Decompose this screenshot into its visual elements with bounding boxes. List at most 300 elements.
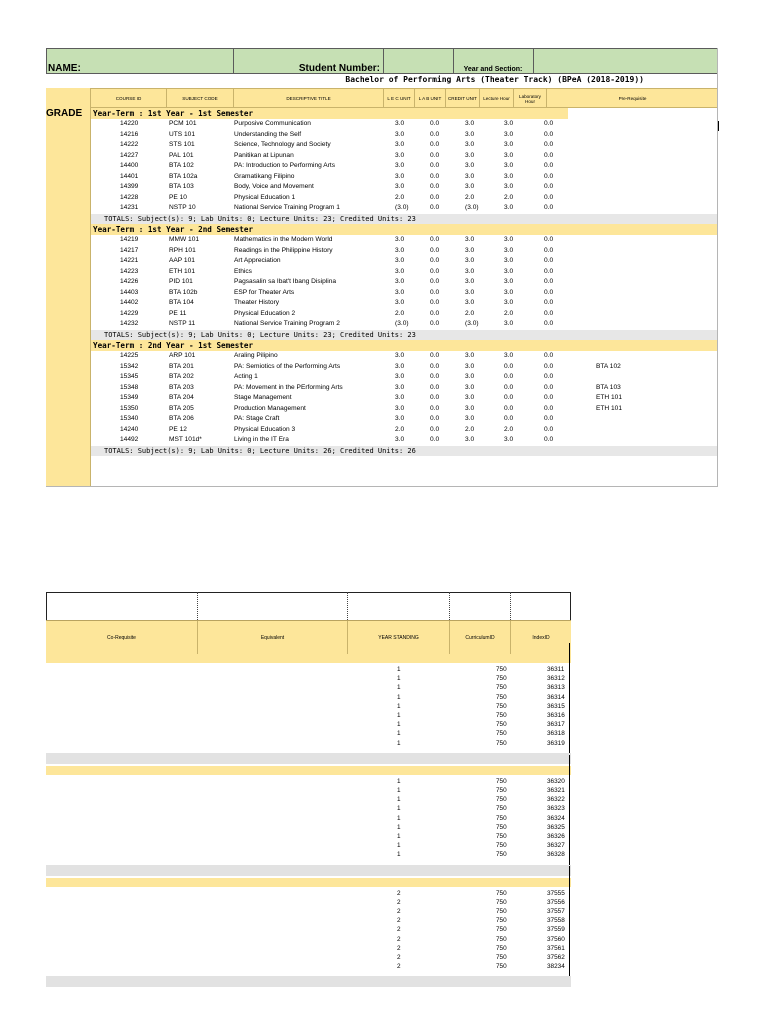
- credit-unit-cell: 2.0: [465, 309, 475, 317]
- index-id-cell: 36327: [547, 842, 565, 850]
- curriculum-id-cell: 750: [496, 693, 507, 701]
- credit-unit-cell: 3.0: [465, 436, 475, 443]
- course-row[interactable]: [91, 404, 718, 415]
- index-id-cell: 36328: [547, 851, 565, 859]
- lec-unit-cell: 2.0: [395, 425, 405, 433]
- index-id-cell: 36320: [547, 777, 565, 785]
- course-id-cell: 14222: [120, 141, 139, 148]
- lec-unit-cell: 3.0: [395, 172, 405, 180]
- course-id-cell: 14216: [120, 130, 139, 138]
- laboratory-hour-cell: 0.0: [544, 236, 554, 243]
- course-row[interactable]: [91, 372, 718, 383]
- laboratory-hour-cell: 0.0: [544, 362, 554, 370]
- course-id-cell: 14231: [120, 204, 139, 211]
- lab-unit-cell: 0.0: [430, 267, 440, 275]
- lec-unit-cell: 3.0: [395, 278, 405, 285]
- course-id-cell: 14217: [120, 246, 139, 254]
- lab-unit-cell: 0.0: [430, 162, 440, 169]
- index-id-cell: 36319: [547, 739, 565, 747]
- curriculum-id-cell: 750: [496, 805, 507, 813]
- header-divider: [533, 48, 534, 74]
- subject-code-cell: BTA 203: [169, 383, 194, 391]
- lab-unit-cell: 0.0: [430, 236, 440, 243]
- subject-code-cell: UTS 101: [169, 130, 196, 138]
- credit-unit-cell: 3.0: [465, 236, 475, 243]
- course-id-cell: 15349: [120, 394, 139, 401]
- year-standing-cell: 1: [397, 702, 401, 710]
- lecture-hour-cell: 3.0: [504, 130, 514, 138]
- col-lecture-hour: Lecture Hour: [479, 89, 513, 109]
- year-standing-cell: 1: [397, 712, 401, 719]
- lec-unit-cell: (3.0): [395, 204, 409, 211]
- index-id-cell: 37561: [547, 944, 565, 952]
- course-row[interactable]: [91, 351, 718, 362]
- credit-unit-cell: 3.0: [465, 257, 475, 264]
- index-row[interactable]: [46, 907, 571, 916]
- year-standing-cell: 1: [397, 851, 401, 859]
- year-standing-cell: 2: [397, 963, 401, 971]
- laboratory-hour-cell: 0.0: [544, 394, 554, 401]
- course-row[interactable]: [91, 319, 718, 330]
- index-row[interactable]: [46, 720, 571, 729]
- laboratory-hour-cell: 0.0: [544, 383, 554, 391]
- curriculum-id-cell: 750: [496, 712, 507, 719]
- laboratory-hour-cell: 0.0: [544, 415, 554, 422]
- course-id-cell: 15350: [120, 404, 139, 412]
- curriculum-id-cell: 750: [496, 777, 507, 785]
- term-header: Year-Term : 2nd Year - 1st Semester: [91, 340, 718, 351]
- col-curriculum-id: CurriculumID: [449, 621, 510, 655]
- header-divider: [233, 48, 234, 74]
- index-id-cell: 36311: [547, 666, 565, 673]
- credit-unit-cell: (3.0): [465, 320, 479, 327]
- subject-code-cell: PID 101: [169, 278, 193, 285]
- course-row[interactable]: [91, 193, 718, 204]
- course-id-cell: 14401: [120, 172, 139, 180]
- course-row[interactable]: [91, 435, 718, 446]
- lab-unit-cell: 0.0: [430, 193, 440, 201]
- lec-unit-cell: 3.0: [395, 151, 405, 159]
- lecture-hour-cell: 3.0: [504, 352, 514, 359]
- lower-border: [569, 643, 570, 753]
- year-standing-cell: 1: [397, 675, 401, 683]
- year-section-label: Year and Section:: [463, 66, 523, 73]
- index-row[interactable]: [46, 850, 571, 859]
- index-row[interactable]: [46, 889, 571, 898]
- credit-unit-cell: 3.0: [465, 299, 475, 306]
- lec-unit-cell: 3.0: [395, 267, 405, 275]
- index-row[interactable]: [46, 953, 571, 962]
- index-row[interactable]: [46, 823, 571, 832]
- laboratory-hour-cell: 0.0: [544, 267, 554, 275]
- year-standing-cell: 2: [397, 908, 401, 915]
- subject-code-cell: AAP 101: [169, 257, 195, 264]
- lab-unit-cell: 0.0: [430, 151, 440, 159]
- year-standing-cell: 1: [397, 684, 401, 692]
- index-id-cell: 37556: [547, 898, 565, 906]
- course-row[interactable]: [91, 119, 718, 130]
- course-id-cell: 14221: [120, 257, 139, 264]
- col-pre-requisite: Pre-Requisite: [546, 89, 718, 109]
- lab-unit-cell: 0.0: [430, 257, 440, 264]
- credit-unit-cell: 3.0: [465, 288, 475, 296]
- index-row[interactable]: [46, 683, 571, 692]
- credit-unit-cell: 3.0: [465, 404, 475, 412]
- course-row[interactable]: [91, 362, 718, 373]
- lecture-hour-cell: 3.0: [504, 141, 514, 148]
- title-cell: National Service Training Program 1: [234, 204, 340, 211]
- lecture-hour-cell: 3.0: [504, 204, 514, 211]
- title-cell: Ethics: [234, 267, 252, 275]
- index-id-cell: 38234: [547, 963, 565, 971]
- course-row[interactable]: [91, 383, 718, 394]
- lecture-hour-cell: 0.0: [504, 362, 514, 370]
- course-row[interactable]: [91, 151, 718, 162]
- course-row[interactable]: [91, 246, 718, 257]
- title-cell: Stage Management: [234, 394, 292, 401]
- year-standing-cell: 1: [397, 739, 401, 747]
- subject-code-cell: ETH 101: [169, 267, 196, 275]
- course-id-cell: 14232: [120, 320, 139, 327]
- curriculum-id-cell: 750: [496, 926, 507, 934]
- course-row[interactable]: [91, 298, 718, 309]
- title-cell: Living in the IT Era: [234, 436, 289, 443]
- lecture-hour-cell: 3.0: [504, 120, 514, 127]
- lec-unit-cell: 3.0: [395, 436, 405, 443]
- course-id-cell: 14223: [120, 267, 139, 275]
- index-row[interactable]: [46, 916, 571, 925]
- lecture-hour-cell: 3.0: [504, 257, 514, 264]
- title-cell: Production Management: [234, 404, 306, 412]
- course-id-cell: 14492: [120, 436, 139, 443]
- lab-unit-cell: 0.0: [430, 204, 440, 211]
- student-number-field[interactable]: [385, 50, 451, 72]
- laboratory-hour-cell: 0.0: [544, 130, 554, 138]
- index-row[interactable]: [46, 795, 571, 804]
- lec-unit-cell: 3.0: [395, 299, 405, 306]
- course-id-cell: 14227: [120, 151, 139, 159]
- lecture-hour-cell: 3.0: [504, 246, 514, 254]
- curriculum-id-cell: 750: [496, 796, 507, 804]
- credit-unit-cell: 3.0: [465, 246, 475, 254]
- course-id-cell: 14400: [120, 162, 139, 169]
- laboratory-hour-cell: 0.0: [544, 425, 554, 433]
- index-id-cell: 36322: [547, 796, 565, 804]
- index-row[interactable]: [46, 898, 571, 907]
- lecture-hour-cell: 0.0: [504, 373, 514, 380]
- subject-code-cell: NSTP 11: [169, 320, 196, 327]
- index-row[interactable]: [46, 693, 571, 702]
- term-header: Year-Term : 1st Year - 2nd Semester: [91, 224, 718, 235]
- index-row[interactable]: [46, 962, 571, 971]
- index-id-cell: 36312: [547, 675, 565, 683]
- index-id-cell: 36325: [547, 823, 565, 831]
- index-row[interactable]: [46, 935, 571, 944]
- year-standing-cell: 1: [397, 666, 401, 673]
- index-row[interactable]: [46, 786, 571, 795]
- subject-code-cell: MST 101d*: [169, 436, 202, 443]
- col-lab-unit: L A B UNIT: [414, 89, 445, 109]
- course-row[interactable]: [91, 393, 718, 404]
- index-id-cell: 37562: [547, 954, 565, 961]
- laboratory-hour-cell: 0.0: [544, 288, 554, 296]
- course-row[interactable]: [91, 235, 718, 246]
- year-standing-cell: 2: [397, 898, 401, 906]
- year-standing-cell: 1: [397, 721, 401, 729]
- subject-code-cell: BTA 102: [169, 162, 194, 169]
- course-id-cell: 14229: [120, 309, 139, 317]
- title-cell: Understanding the Self: [234, 130, 302, 138]
- lecture-hour-cell: 0.0: [504, 415, 514, 422]
- lec-unit-cell: 3.0: [395, 257, 405, 264]
- course-row[interactable]: [91, 277, 718, 288]
- curriculum-id-cell: 750: [496, 898, 507, 906]
- term-header: Year-Term : 1st Year - 1st Semester: [91, 108, 568, 119]
- subject-code-cell: BTA 102a: [169, 172, 198, 180]
- curriculum-id-cell: 750: [496, 787, 507, 794]
- credit-unit-cell: 3.0: [465, 394, 475, 401]
- course-row[interactable]: [91, 256, 718, 267]
- col-credit-unit: CREDIT UNIT: [445, 89, 479, 109]
- title-cell: Art Appreciation: [234, 257, 281, 264]
- credit-unit-cell: 3.0: [465, 162, 475, 169]
- title-cell: PA: Semiotics of the Performing Arts: [234, 362, 341, 370]
- course-row[interactable]: [91, 309, 718, 320]
- title-cell: Panitikan at Lipunan: [234, 151, 294, 159]
- course-row[interactable]: [91, 161, 718, 172]
- lec-unit-cell: 2.0: [395, 309, 405, 317]
- course-id-cell: 15340: [120, 415, 139, 422]
- lecture-hour-cell: 2.0: [504, 193, 514, 201]
- course-row[interactable]: [91, 182, 718, 193]
- laboratory-hour-cell: 0.0: [544, 193, 554, 201]
- header-divider: [383, 48, 384, 74]
- index-row[interactable]: [46, 711, 571, 720]
- course-id-cell: 14399: [120, 183, 139, 190]
- lower-divider: [197, 592, 198, 620]
- subject-code-cell: BTA 205: [169, 404, 194, 412]
- title-cell: ESP for Theater Arts: [234, 288, 295, 296]
- lec-unit-cell: 3.0: [395, 120, 405, 127]
- curriculum-id-cell: 750: [496, 814, 507, 822]
- index-row[interactable]: [46, 674, 571, 683]
- year-standing-cell: 2: [397, 889, 401, 897]
- title-cell: PA: Stage Craft: [234, 415, 280, 422]
- lab-unit-cell: 0.0: [430, 309, 440, 317]
- course-row[interactable]: [91, 203, 718, 214]
- subject-code-cell: BTA 104: [169, 299, 194, 306]
- laboratory-hour-cell: 0.0: [544, 436, 554, 443]
- laboratory-hour-cell: 0.0: [544, 141, 554, 148]
- subject-code-cell: BTA 202: [169, 373, 194, 380]
- course-row[interactable]: [91, 414, 718, 425]
- lab-unit-cell: 0.0: [430, 373, 440, 380]
- col-index-id: IndexID: [510, 621, 571, 655]
- index-id-cell: 36323: [547, 805, 565, 813]
- subject-code-cell: ARP 101: [169, 352, 196, 359]
- course-id-cell: 15348: [120, 383, 139, 391]
- lower-border: [569, 866, 570, 976]
- index-row[interactable]: [46, 804, 571, 813]
- year-standing-cell: 2: [397, 917, 401, 925]
- lab-unit-cell: 0.0: [430, 278, 440, 285]
- lecture-hour-cell: 2.0: [504, 425, 514, 433]
- course-id-cell: 14225: [120, 352, 139, 359]
- year-standing-cell: 1: [397, 787, 401, 794]
- lab-unit-cell: 0.0: [430, 299, 440, 306]
- col-year-standing: YEAR STANDING: [347, 621, 449, 655]
- column-header-row: [91, 88, 718, 108]
- index-id-cell: 37555: [547, 889, 565, 897]
- curriculum-id-cell: 750: [496, 954, 507, 961]
- lec-unit-cell: 3.0: [395, 183, 405, 190]
- year-section-field[interactable]: [535, 50, 715, 72]
- lec-unit-cell: 3.0: [395, 404, 405, 412]
- col-equivalent: Equivalent: [197, 621, 347, 655]
- lecture-hour-cell: 3.0: [504, 278, 514, 285]
- lec-unit-cell: 3.0: [395, 162, 405, 169]
- curriculum-id-cell: 750: [496, 889, 507, 897]
- title-cell: PA: Introduction to Performing Arts: [234, 162, 336, 169]
- laboratory-hour-cell: 0.0: [544, 309, 554, 317]
- lab-unit-cell: 0.0: [430, 183, 440, 190]
- title-cell: Araling Pilipino: [234, 352, 278, 359]
- col-descriptive-title: DESCRIPTIVE TITLE: [233, 89, 383, 109]
- year-standing-cell: 1: [397, 796, 401, 804]
- lab-unit-cell: 0.0: [430, 425, 440, 433]
- subject-code-cell: PAL 101: [169, 151, 194, 159]
- lec-unit-cell: 3.0: [395, 352, 405, 359]
- laboratory-hour-cell: 0.0: [544, 120, 554, 127]
- laboratory-hour-cell: 0.0: [544, 162, 554, 169]
- year-standing-cell: 1: [397, 730, 401, 738]
- subject-code-cell: PCM 101: [169, 120, 197, 127]
- curriculum-id-cell: 750: [496, 944, 507, 952]
- course-row[interactable]: [91, 267, 718, 278]
- year-standing-cell: 1: [397, 842, 401, 850]
- lec-unit-cell: 3.0: [395, 415, 405, 422]
- course-row[interactable]: [91, 130, 718, 141]
- year-standing-cell: 1: [397, 693, 401, 701]
- title-cell: Physical Education 2: [234, 309, 296, 317]
- lecture-hour-cell: 0.0: [504, 404, 514, 412]
- lab-unit-cell: 0.0: [430, 404, 440, 412]
- credit-unit-cell: 3.0: [465, 141, 475, 148]
- lecture-hour-cell: 3.0: [504, 236, 514, 243]
- index-row[interactable]: [46, 814, 571, 823]
- totals-band: [46, 753, 571, 764]
- course-row[interactable]: [91, 140, 718, 151]
- index-row[interactable]: [46, 702, 571, 711]
- year-standing-cell: 1: [397, 777, 401, 785]
- curriculum-id-cell: 750: [496, 730, 507, 738]
- title-cell: Physical Education 1: [234, 193, 296, 201]
- laboratory-hour-cell: 0.0: [544, 352, 554, 359]
- course-id-cell: 15342: [120, 362, 139, 370]
- index-row[interactable]: [46, 777, 571, 786]
- year-standing-cell: 1: [397, 833, 401, 840]
- laboratory-hour-cell: 0.0: [544, 404, 554, 412]
- laboratory-hour-cell: 0.0: [544, 278, 554, 285]
- curriculum-id-cell: 750: [496, 963, 507, 971]
- index-id-cell: 36314: [547, 693, 565, 701]
- index-row[interactable]: [46, 665, 571, 674]
- laboratory-hour-cell: 0.0: [544, 257, 554, 264]
- curriculum-id-cell: 750: [496, 908, 507, 915]
- lab-unit-cell: 0.0: [430, 394, 440, 401]
- lec-unit-cell: 3.0: [395, 130, 405, 138]
- lower-divider: [347, 592, 348, 620]
- index-row[interactable]: [46, 832, 571, 841]
- lab-unit-cell: 0.0: [430, 352, 440, 359]
- curriculum-id-cell: 750: [496, 675, 507, 683]
- index-row[interactable]: [46, 925, 571, 934]
- laboratory-hour-cell: 0.0: [544, 151, 554, 159]
- credit-unit-cell: 3.0: [465, 183, 475, 190]
- title-cell: PA: Movement in the PErforming Arts: [234, 383, 343, 391]
- course-row[interactable]: [91, 425, 718, 436]
- credit-unit-cell: 2.0: [465, 193, 475, 201]
- index-row[interactable]: [46, 944, 571, 953]
- subject-code-cell: RPH 101: [169, 246, 196, 254]
- term-band: [46, 766, 571, 775]
- lab-unit-cell: 0.0: [430, 246, 440, 254]
- sheet-border: [46, 486, 718, 487]
- course-row[interactable]: [91, 172, 718, 183]
- index-row[interactable]: [46, 841, 571, 850]
- term-band: [46, 654, 571, 663]
- index-row[interactable]: [46, 739, 571, 748]
- lec-unit-cell: 3.0: [395, 288, 405, 296]
- lecture-hour-cell: 3.0: [504, 151, 514, 159]
- course-row[interactable]: [91, 288, 718, 299]
- curriculum-id-cell: 750: [496, 935, 507, 943]
- index-id-cell: 36326: [547, 833, 565, 840]
- grade-column: [46, 88, 91, 486]
- subject-code-cell: BTA 206: [169, 415, 194, 422]
- course-id-cell: 14402: [120, 299, 139, 306]
- laboratory-hour-cell: 0.0: [544, 299, 554, 306]
- laboratory-hour-cell: 0.0: [544, 183, 554, 190]
- credit-unit-cell: (3.0): [465, 204, 479, 211]
- title-cell: Readings in the Philippine History: [234, 246, 333, 254]
- lecture-hour-cell: 3.0: [504, 183, 514, 190]
- lecture-hour-cell: 0.0: [504, 383, 514, 391]
- credit-unit-cell: 3.0: [465, 267, 475, 275]
- lower-column-header: [46, 620, 571, 654]
- title-cell: Physical Education 3: [234, 425, 296, 433]
- lab-unit-cell: 0.0: [430, 288, 440, 296]
- course-id-cell: 14403: [120, 288, 139, 296]
- subject-code-cell: BTA 103: [169, 183, 194, 190]
- course-id-cell: 14228: [120, 193, 139, 201]
- course-id-cell: 14219: [120, 236, 139, 243]
- pre-requisite-cell: ETH 101: [596, 394, 623, 401]
- name-field[interactable]: [92, 50, 232, 72]
- credit-unit-cell: 3.0: [465, 130, 475, 138]
- lower-divider: [449, 592, 450, 620]
- index-row[interactable]: [46, 729, 571, 738]
- col-course-id: COURSE ID: [115, 96, 142, 102]
- subject-code-cell: PE 10: [169, 193, 187, 201]
- laboratory-hour-cell: 0.0: [544, 172, 554, 180]
- lec-unit-cell: 3.0: [395, 236, 405, 243]
- lab-unit-cell: 0.0: [430, 320, 440, 327]
- lower-divider: [510, 592, 511, 620]
- lec-unit-cell: 3.0: [395, 246, 405, 254]
- laboratory-hour-cell: 0.0: [544, 204, 554, 211]
- title-cell: Pagsasalin sa Ibat't Ibang Disiplina: [234, 278, 337, 285]
